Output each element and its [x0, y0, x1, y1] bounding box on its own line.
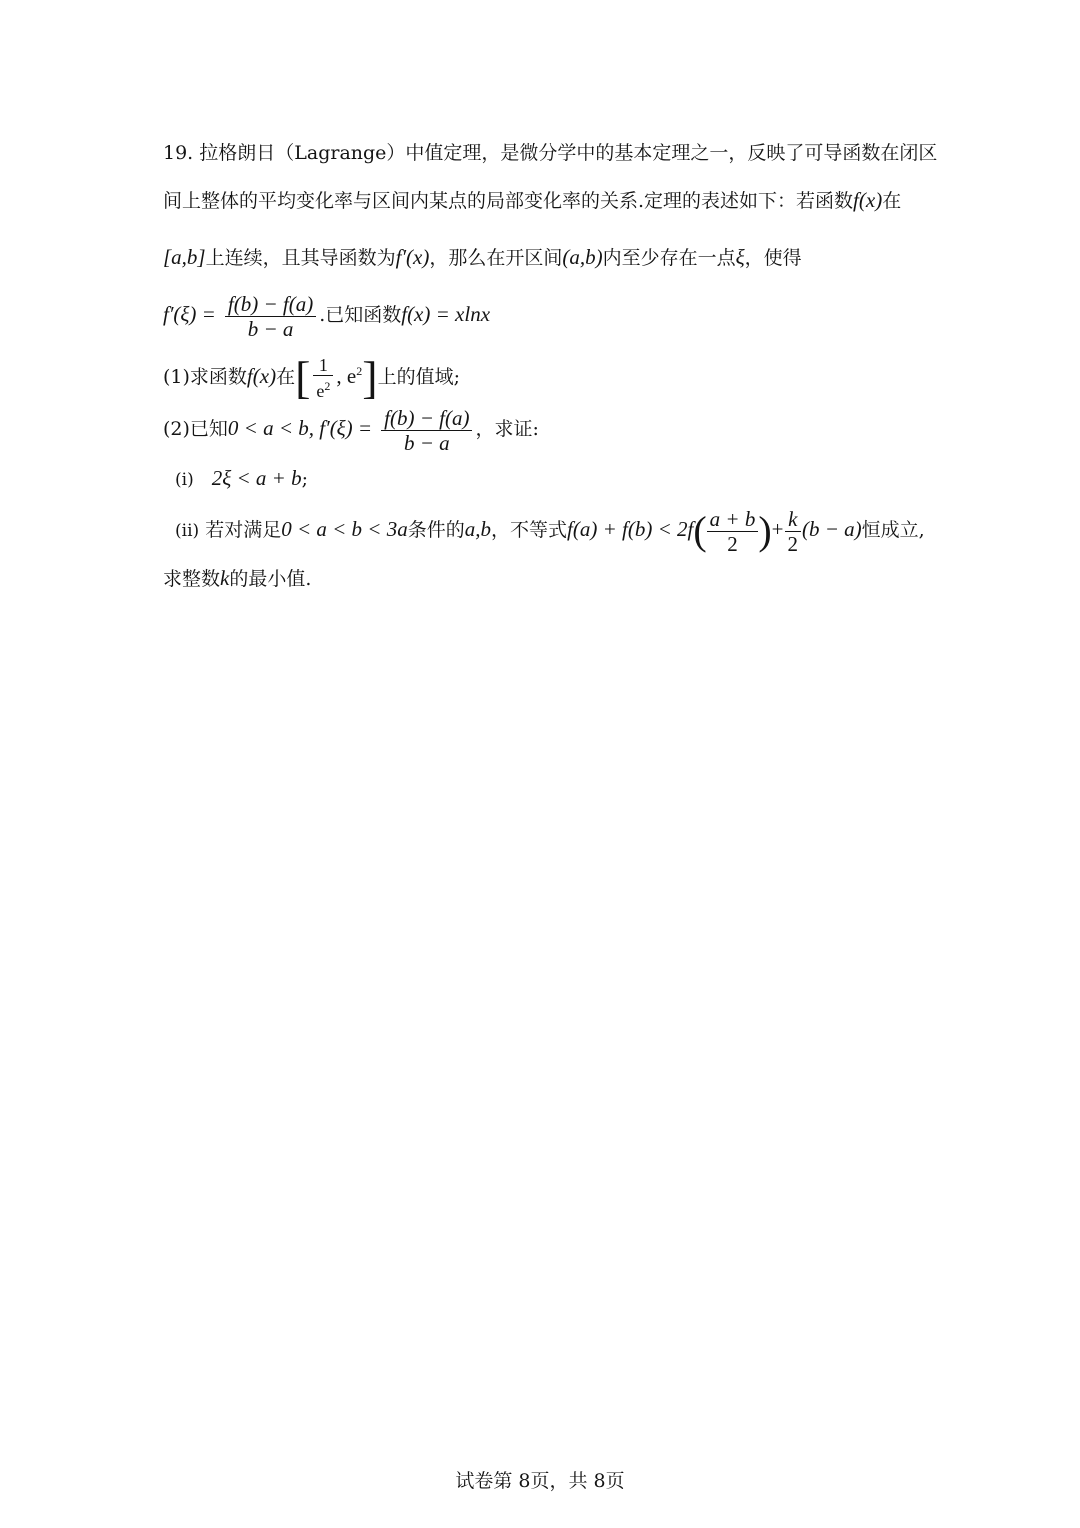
fraction-numerator: f(b) − f(a) — [381, 406, 472, 431]
question-line-3 — [163, 244, 802, 271]
fraction-denominator: b − a — [247, 316, 294, 341]
bracket-left: [ — [295, 352, 311, 403]
question-text: 间上整体的平均变化率与区间内某点的局部变化率的关系.定理的表述如下：若函数 — [163, 190, 854, 212]
math-expression: 0 < a < b, f′(ξ) = — [227, 416, 373, 440]
math-expression: f(x) — [246, 364, 277, 388]
question-text: ，使得 — [744, 247, 802, 269]
part-ii — [163, 503, 925, 557]
math-expression: ξ — [735, 245, 745, 269]
math-operator: + — [771, 517, 784, 541]
question-text: 的最小值. — [229, 568, 312, 590]
question-text: ，那么在开区间 — [429, 247, 563, 269]
fraction-denominator: $e^2$ — [316, 379, 331, 401]
fraction-denominator: b − a — [403, 430, 450, 455]
question-line-2 — [163, 187, 901, 214]
question-text: .已知函数 — [319, 304, 402, 326]
question-text: 恒成立, — [861, 519, 925, 541]
fraction-numerator: k — [785, 507, 802, 532]
math-expression: (a,b) — [562, 245, 603, 269]
page-footer: 试卷第 8页，共 8页 — [455, 1470, 625, 1492]
question-line-4 — [163, 290, 490, 341]
question-line-1 — [163, 140, 937, 166]
question-text: 求整数 — [163, 568, 221, 590]
paren-right: ) — [758, 508, 772, 553]
math-expression: f′(x) — [395, 245, 430, 269]
fraction — [225, 292, 316, 341]
question-text: ，求证: — [475, 418, 539, 440]
math-expression: f(x) — [853, 188, 883, 212]
fraction-numerator: a + b — [707, 507, 759, 532]
part-label: (2)已知 — [163, 418, 228, 440]
part-label: (i) — [175, 470, 194, 490]
question-text: 内至少存在一点 — [602, 247, 736, 269]
part-1 — [163, 345, 460, 403]
question-text: 上连续，且其导函数为 — [205, 247, 396, 269]
math-expression: a,b — [464, 517, 491, 541]
bracket-right: ] — [362, 352, 378, 403]
fraction-numerator: f(b) − f(a) — [225, 292, 316, 317]
interval-right: , $e^2$ — [336, 364, 363, 388]
question-text: 条件的 — [407, 519, 465, 541]
part-label: (ii) — [175, 521, 200, 541]
math-expression: f′(ξ) = — [163, 302, 216, 326]
fraction — [707, 507, 759, 556]
question-text: 上的值域; — [377, 366, 460, 388]
fraction — [785, 507, 802, 556]
question-text: 在 — [882, 190, 902, 212]
question-text: 在 — [276, 366, 296, 388]
part-ii-line-2 — [163, 565, 311, 592]
question-text: 拉格朗日（Lagrange）中值定理，是微分学中的基本定理之一，反映了可导函数在闭区 — [199, 142, 938, 164]
question-text: ，不等式 — [490, 519, 567, 541]
part-2 — [163, 402, 539, 455]
question-text: ; — [301, 468, 308, 490]
question-text: 若对满足 — [205, 519, 282, 541]
function-definition: f(x) = xlnx — [401, 302, 491, 326]
part-i — [163, 465, 308, 493]
math-variable: k — [220, 566, 230, 590]
fraction — [381, 406, 472, 455]
math-expression: (b − a) — [802, 517, 862, 541]
part-label: (1)求函数 — [163, 366, 247, 388]
math-expression: 2ξ < a + b — [211, 466, 302, 490]
fraction-denominator: 2 — [727, 531, 738, 556]
question-number: 19. — [163, 142, 194, 164]
math-expression: 0 < a < b < 3a — [281, 517, 408, 541]
math-expression: [a,b] — [163, 245, 206, 269]
math-expression: f(a) + f(b) < 2f — [567, 517, 694, 541]
fraction-denominator: 2 — [787, 531, 798, 556]
fraction-numerator: 1 — [313, 355, 333, 376]
fraction — [313, 355, 333, 401]
paren-left: ( — [693, 508, 707, 553]
